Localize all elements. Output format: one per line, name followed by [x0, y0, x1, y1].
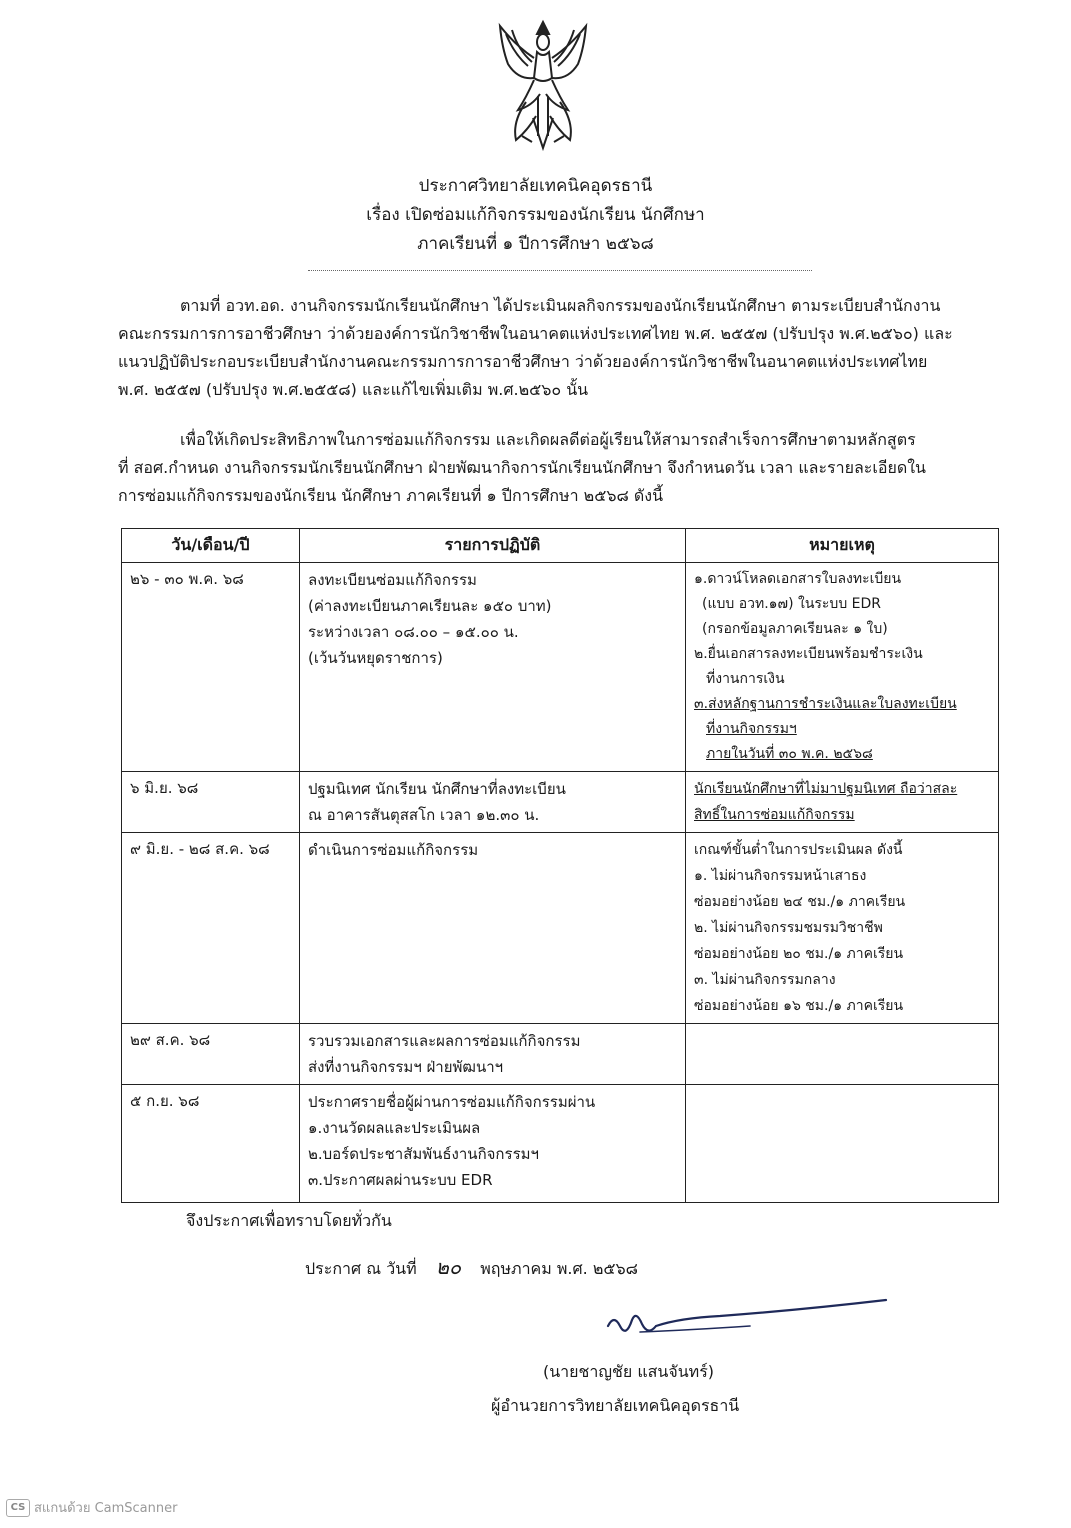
document-term: ภาคเรียนที่ ๑ ปีการศึกษา ๒๕๖๘ [417, 234, 654, 254]
column-header-action: รายการปฏิบัติ [300, 529, 686, 563]
para1-line: ตามที่ อวท.อด. งานกิจกรรมนักเรียนนักศึกษา ได้ประเมินผลกิจกรรมของนักเรียนนักศึกษา ตามระเบียบสำนักงาน [180, 296, 941, 315]
row-action [300, 1024, 686, 1085]
signer-name: (นายชาญชัย แสนจันทร์) [543, 1362, 715, 1381]
table-header-row [122, 529, 999, 563]
table-row [122, 833, 999, 1024]
action-line: ประกาศรายชื่อผู้ผ่านการซ่อมแก้กิจกรรมผ่าน [308, 1093, 596, 1111]
table-row [122, 772, 999, 833]
closing-announcement: จึงประกาศเพื่อทราบโดยทั่วกัน [186, 1211, 392, 1230]
row-note [686, 833, 999, 1024]
document-subject: เรื่อง เปิดซ่อมแก้กิจกรรมของนักเรียน นักศึกษา [366, 205, 705, 225]
column-header-note: หมายเหตุ [686, 529, 999, 563]
handwritten-signature [600, 1296, 890, 1348]
date-day: ๒๐ [435, 1255, 462, 1279]
action-line: (เว้นวันหยุดราชการ) [308, 649, 443, 667]
row-action [300, 772, 686, 833]
note-line: ๒.ยื่นเอกสารลงทะเบียนพร้อมชำระเงิน [694, 646, 923, 662]
header-divider [308, 270, 812, 271]
schedule-table [121, 528, 999, 1203]
note-line: นักเรียนนักศึกษาที่ไม่มาปฐมนิเทศ ถือว่าสละ [694, 781, 958, 797]
row-action [300, 563, 686, 772]
row-note [686, 563, 999, 772]
action-line: ลงทะเบียนซ่อมแก้กิจกรรม [308, 571, 477, 589]
para1-line: คณะกรรมการการอาชีวศึกษา ว่าด้วยองค์การนักวิชาชีพในอนาคตแห่งประเทศไทย พ.ศ. ๒๕๕๗ (ปรับปรุง พ.ศ.๒๕๖๐) และ [118, 324, 953, 343]
column-header-date: วัน/เดือน/ปี [122, 529, 300, 563]
watermark-text: สแกนด้วย CamScanner [34, 1501, 178, 1516]
note-line: ซ่อมอย่างน้อย ๑๖ ชม./๑ ภาคเรียน [694, 998, 904, 1014]
table-row [122, 563, 999, 772]
paragraph-1 [118, 292, 1003, 404]
note-line: ๓.ส่งหลักฐานการชำระเงินและใบลงทะเบียน [694, 696, 957, 712]
row-note [686, 1024, 999, 1085]
paragraph-2 [118, 426, 1003, 510]
action-line: ระหว่างเวลา ๐๘.๐๐ – ๑๕.๐๐ น. [308, 623, 519, 641]
note-line: ที่งานการเงิน [706, 671, 785, 687]
row-action [300, 1085, 686, 1203]
note-line: ซ่อมอย่างน้อย ๒๔ ชม./๑ ภาคเรียน [694, 894, 906, 910]
action-line: ๑.งานวัดผลและประเมินผล [308, 1119, 481, 1137]
camscanner-watermark [6, 1497, 177, 1518]
row-date: ๖ มิ.ย. ๖๘ [122, 772, 300, 833]
action-line: ๒.บอร์ดประชาสัมพันธ์งานกิจกรรมฯ [308, 1145, 539, 1163]
table-row [122, 1024, 999, 1085]
note-line: เกณฑ์ขั้นต่ำในการประเมินผล ดังนี้ [694, 842, 903, 858]
para1-line: แนวปฏิบัติประกอบระเบียบสำนักงานคณะกรรมการการอาชีวศึกษา ว่าด้วยองค์การนักวิชาชีพในอนาคตแห่งประเทศไทย [118, 352, 928, 371]
camscanner-logo-icon: CS [6, 1499, 30, 1517]
action-line: ๓.ประกาศผลผ่านระบบ EDR [308, 1171, 493, 1189]
signer-title: ผู้อำนวยการวิทยาลัยเทคนิคอุดรธานี [491, 1396, 740, 1415]
action-line: ส่งที่งานกิจกรรมฯ ฝ่ายพัฒนาฯ [308, 1058, 504, 1076]
document-org-title: ประกาศวิทยาลัยเทคนิคอุดรธานี [418, 176, 653, 196]
para1-line: พ.ศ. ๒๕๕๗ (ปรับปรุง พ.ศ.๒๕๕๘) และแก้ไขเพิ่มเติม พ.ศ.๒๕๖๐ นั้น [118, 380, 589, 399]
row-date: ๙ มิ.ย. - ๒๘ ส.ค. ๖๘ [122, 833, 300, 1024]
date-prefix: ประกาศ ณ วันที่ [305, 1259, 417, 1278]
row-date: ๒๖ - ๓๐ พ.ค. ๖๘ [122, 563, 300, 772]
row-note [686, 1085, 999, 1203]
para2-line: ที่ สอศ.กำหนด งานกิจกรรมนักเรียนนักศึกษา ฝ่ายพัฒนากิจการนักเรียนนักศึกษา จึงกำหนดวัน เวลา และรายละเอียดใน [118, 458, 926, 477]
note-line: (กรอกข้อมูลภาคเรียนละ ๑ ใบ) [702, 621, 888, 637]
row-date: ๕ ก.ย. ๖๘ [122, 1085, 300, 1203]
note-line: ๑.ดาวน์โหลดเอกสารใบลงทะเบียน [694, 571, 902, 587]
note-line: ๒. ไม่ผ่านกิจกรรมชมรมวิชาชีพ [694, 920, 883, 936]
para2-line: การซ่อมแก้กิจกรรมของนักเรียน นักศึกษา ภาคเรียนที่ ๑ ปีการศึกษา ๒๕๖๘ ดังนี้ [118, 486, 664, 505]
note-line: (แบบ อวท.๑๗) ในระบบ EDR [702, 596, 882, 612]
action-line: รวบรวมเอกสารและผลการซ่อมแก้กิจกรรม [308, 1032, 581, 1050]
note-line: สิทธิ์ในการซ่อมแก้กิจกรรม [694, 807, 855, 823]
para2-line: เพื่อให้เกิดประสิทธิภาพในการซ่อมแก้กิจกรรม และเกิดผลดีต่อผู้เรียนให้สามารถสำเร็จการศึกษาตามหลักสูตร [180, 430, 916, 449]
action-line: ดำเนินการซ่อมแก้กิจกรรม [308, 841, 479, 859]
action-line: (ค่าลงทะเบียนภาคเรียนละ ๑๕๐ บาท) [308, 597, 552, 615]
row-action [300, 833, 686, 1024]
note-line: ภายในวันที่ ๓๐ พ.ค. ๒๕๖๘ [706, 746, 873, 762]
date-rest: พฤษภาคม พ.ศ. ๒๕๖๘ [480, 1259, 638, 1278]
table-row [122, 1085, 999, 1203]
note-line: ๑. ไม่ผ่านกิจกรรมหน้าเสาธง [694, 868, 867, 884]
action-line: ณ อาคารสันตุสสโก เวลา ๑๒.๓๐ น. [308, 806, 540, 824]
note-line: ที่งานกิจกรรมฯ [706, 721, 797, 737]
row-date: ๒๙ ส.ค. ๖๘ [122, 1024, 300, 1085]
announcement-date [305, 1251, 638, 1283]
note-line: ๓. ไม่ผ่านกิจกรรมกลาง [694, 972, 836, 988]
garuda-emblem-icon [488, 18, 598, 153]
note-line: ซ่อมอย่างน้อย ๒๐ ชม./๑ ภาคเรียน [694, 946, 904, 962]
row-note [686, 772, 999, 833]
action-line: ปฐมนิเทศ นักเรียน นักศึกษาที่ลงทะเบียน [308, 780, 566, 798]
